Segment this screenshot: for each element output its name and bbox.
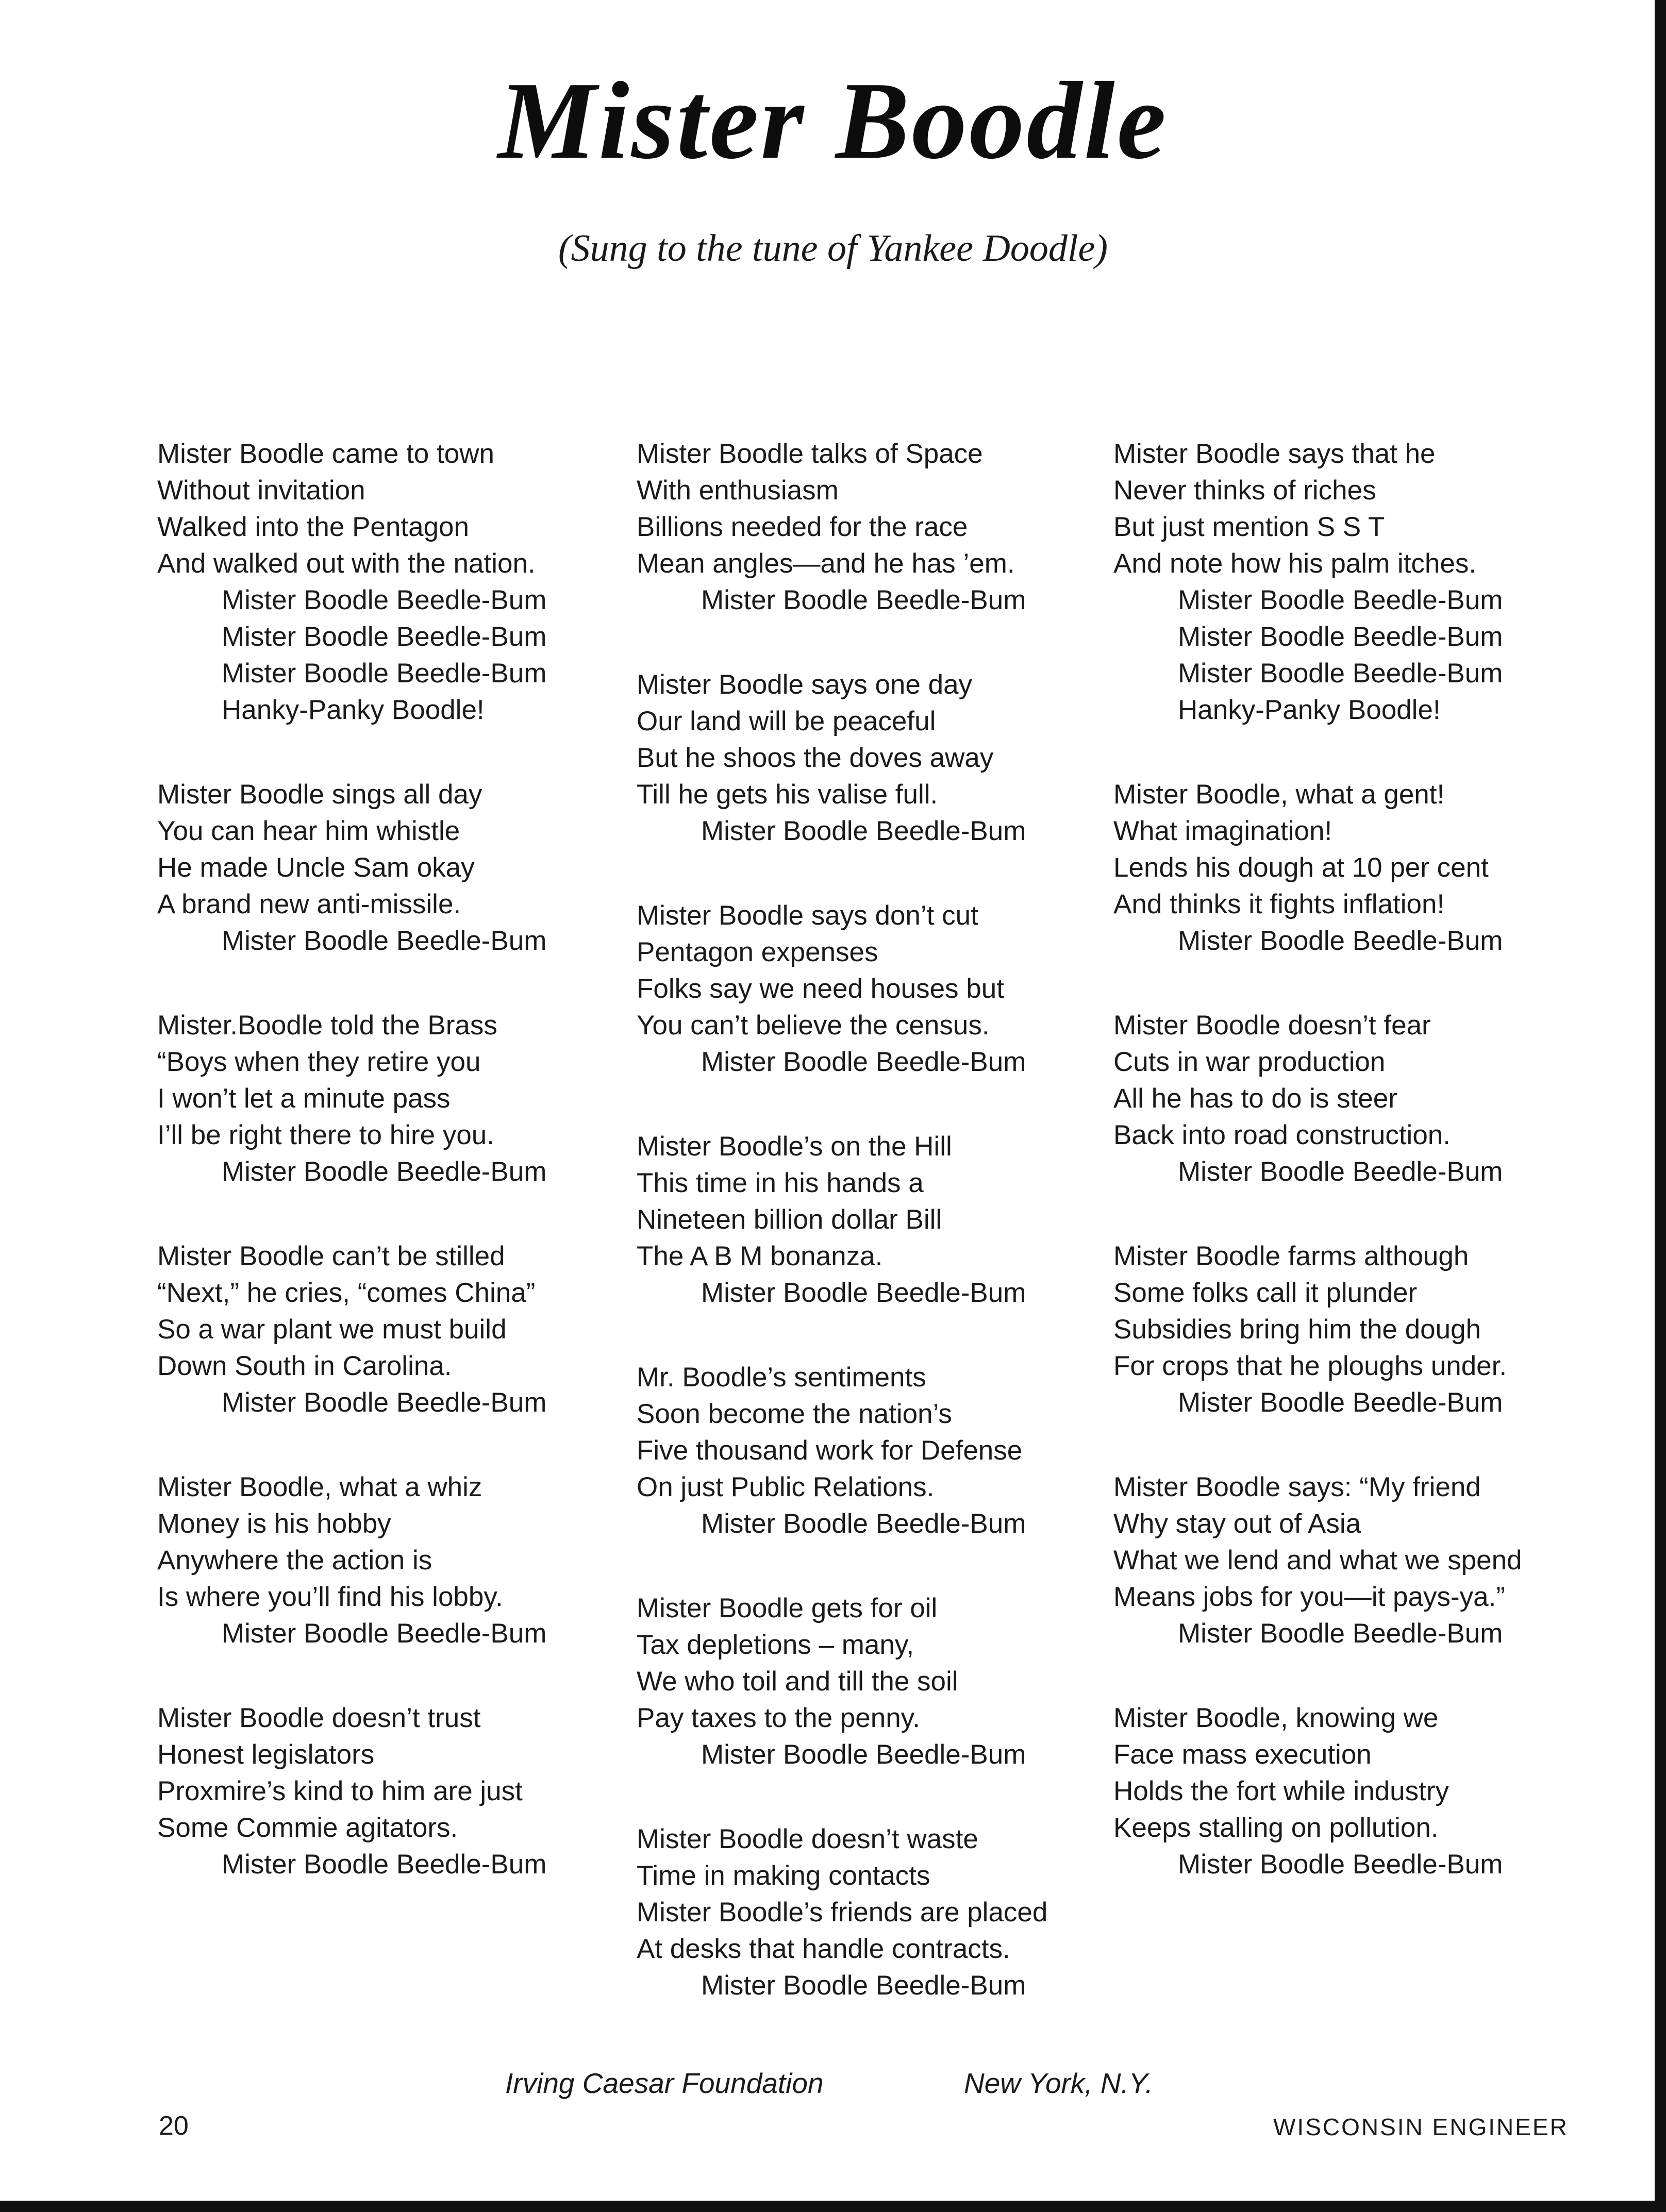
lyric-line: Mister Boodle doesn’t waste <box>637 1824 978 1854</box>
lyric-line: Pentagon expenses <box>637 937 878 967</box>
lyric-line: Money is his hobby <box>157 1509 391 1539</box>
refrain-line: Mister Boodle Beedle-Bum <box>222 1849 547 1880</box>
refrain-line: Mister Boodle Beedle-Bum <box>701 1509 1026 1539</box>
lyric-line: And thinks it fights inflation! <box>1113 889 1445 919</box>
lyric-line: Mister Boodle doesn’t fear <box>1113 1010 1431 1041</box>
lyric-line: Tax depletions – many, <box>637 1630 914 1660</box>
lyric-line: Soon become the nation’s <box>637 1399 952 1429</box>
lyric-line: On just Public Relations. <box>637 1472 935 1502</box>
stanza <box>637 1590 1116 1773</box>
lyric-line: Mister Boodle, knowing we <box>1113 1703 1439 1733</box>
refrain-line: Mister Boodle Beedle-Bum <box>1178 658 1503 689</box>
lyric-line: And walked out with the nation. <box>157 548 536 579</box>
lyric-line: Mr. Boodle’s sentiments <box>637 1362 926 1393</box>
journal-name: WISCONSIN ENGINEER <box>1273 2114 1569 2140</box>
refrain-line: Mister Boodle Beedle-Bum <box>222 658 547 689</box>
stanza <box>637 666 1116 849</box>
page-edge-bottom <box>0 2201 1666 2212</box>
lyric-line: Walked into the Pentagon <box>157 512 469 542</box>
lyric-line: Without invitation <box>157 475 365 506</box>
lyric-line: Anywhere the action is <box>157 1545 432 1576</box>
lyrics-column-2 <box>637 435 1116 2052</box>
lyric-line: Subsidies bring him the dough <box>1113 1314 1481 1345</box>
stanza <box>1113 1700 1577 1883</box>
lyric-line: Honest legislators <box>157 1739 375 1770</box>
lyric-line: So a war plant we must build <box>157 1314 507 1345</box>
stanza <box>637 1128 1116 1311</box>
page-edge-right <box>1655 0 1666 2212</box>
refrain-line: Mister Boodle Beedle-Bum <box>701 816 1026 846</box>
lyric-line: Folks say we need houses but <box>637 974 1004 1004</box>
lyric-line: What we lend and what we spend <box>1113 1545 1522 1576</box>
stanza <box>1113 1007 1577 1190</box>
refrain-line: Mister Boodle Beedle-Bum <box>701 1970 1026 2001</box>
lyric-line: Means jobs for you—it pays-ya.” <box>1113 1582 1505 1612</box>
lyric-line: Mister Boodle gets for oil <box>637 1593 938 1623</box>
stanza <box>157 776 621 959</box>
lyric-line: Till he gets his valise full. <box>637 779 938 810</box>
lyric-line: I’ll be right there to hire you. <box>157 1120 495 1150</box>
lyric-line: Mister Boodle, what a whiz <box>157 1472 482 1502</box>
refrain-line: Mister Boodle Beedle-Bum <box>222 1618 547 1649</box>
stanza <box>1113 1469 1577 1652</box>
lyric-line: And note how his palm itches. <box>1113 548 1477 579</box>
lyric-line: For crops that he ploughs under. <box>1113 1351 1507 1381</box>
lyric-line: You can hear him whistle <box>157 816 460 846</box>
stanza <box>157 435 621 728</box>
lyric-line: The A B M bonanza. <box>637 1241 883 1271</box>
lyrics-column-3 <box>1113 435 1577 1931</box>
refrain-line: Mister Boodle Beedle-Bum <box>222 1157 547 1187</box>
stanza <box>1113 435 1577 728</box>
lyric-line: Billions needed for the race <box>637 512 968 542</box>
refrain-line: Mister Boodle Beedle-Bum <box>1178 1157 1503 1187</box>
lyric-line: Mister Boodle, what a gent! <box>1113 779 1445 810</box>
lyric-line: Mister Boodle says: “My friend <box>1113 1472 1481 1502</box>
lyric-line: Holds the fort while industry <box>1113 1776 1450 1806</box>
lyric-line: You can’t believe the census. <box>637 1010 990 1041</box>
stanza <box>157 1700 621 1883</box>
refrain-line: Mister Boodle Beedle-Bum <box>1178 926 1503 956</box>
lyric-line: All he has to do is steer <box>1113 1083 1397 1114</box>
refrain-line: Hanky-Panky Boodle! <box>1178 695 1441 725</box>
lyric-line: Mister Boodle came to town <box>157 439 494 469</box>
refrain-line: Mister Boodle Beedle-Bum <box>222 926 547 956</box>
lyric-line: Mister Boodle’s friends are placed <box>637 1897 1048 1928</box>
stanza <box>637 897 1116 1080</box>
refrain-line: Mister Boodle Beedle-Bum <box>701 1739 1026 1770</box>
credit-location: New York, N.Y. <box>964 2067 1153 2099</box>
lyric-line: But just mention S S T <box>1113 512 1385 542</box>
refrain-line: Mister Boodle Beedle-Bum <box>1178 585 1503 615</box>
lyric-line: “Boys when they retire you <box>157 1047 481 1077</box>
lyric-line: Mister Boodle sings all day <box>157 779 482 810</box>
lyric-line: Mister Boodle says one day <box>637 669 973 700</box>
stanza <box>637 1821 1116 2004</box>
refrain-line: Mister Boodle Beedle-Bum <box>222 1387 547 1418</box>
lyric-line: He made Uncle Sam okay <box>157 852 475 883</box>
lyric-line: We who toil and till the soil <box>637 1666 958 1697</box>
refrain-line: Mister Boodle Beedle-Bum <box>701 1278 1026 1308</box>
lyric-line: Mister Boodle says that he <box>1113 439 1436 469</box>
lyric-line: Some folks call it plunder <box>1113 1278 1418 1308</box>
refrain-line: Mister Boodle Beedle-Bum <box>1178 622 1503 652</box>
lyric-line: Nineteen billion dollar Bill <box>637 1204 942 1235</box>
refrain-line: Mister Boodle Beedle-Bum <box>222 585 547 615</box>
lyric-line: Why stay out of Asia <box>1113 1509 1361 1539</box>
lyric-line: What imagination! <box>1113 816 1332 846</box>
lyric-line: Down South in Carolina. <box>157 1351 452 1381</box>
lyric-line: A brand new anti-missile. <box>157 889 461 919</box>
stanza <box>157 1007 621 1190</box>
lyric-line: Mister Boodle says don’t cut <box>637 900 978 931</box>
refrain-line: Mister Boodle Beedle-Bum <box>1178 1849 1503 1880</box>
lyric-line: Mister.Boodle told the Brass <box>157 1010 497 1041</box>
lyric-line: But he shoos the doves away <box>637 743 994 773</box>
lyric-line: Our land will be peaceful <box>637 706 936 736</box>
lyric-line: Pay taxes to the penny. <box>637 1703 920 1733</box>
stanza <box>157 1238 621 1421</box>
lyric-line: Face mass execution <box>1113 1739 1372 1770</box>
lyric-line: Time in making contacts <box>637 1861 930 1891</box>
lyric-line: Mister Boodle doesn’t trust <box>157 1703 481 1733</box>
lyric-line: Proxmire’s kind to him are just <box>157 1776 523 1806</box>
stanza <box>637 435 1116 618</box>
page-subtitle: (Sung to the tune of Yankee Doodle) <box>558 227 1108 270</box>
lyric-line: Mister Boodle can’t be stilled <box>157 1241 505 1271</box>
page-title: Mister Boodle <box>497 59 1169 182</box>
refrain-line: Mister Boodle Beedle-Bum <box>701 1047 1026 1077</box>
lyric-line: Never thinks of riches <box>1113 475 1376 506</box>
lyric-line: Five thousand work for Defense <box>637 1435 1023 1466</box>
lyric-line: Mean angles—and he has ’em. <box>637 548 1015 579</box>
stanza <box>637 1359 1116 1542</box>
lyric-line: Lends his dough at 10 per cent <box>1113 852 1489 883</box>
stanza <box>1113 1238 1577 1421</box>
lyric-line: Back into road construction. <box>1113 1120 1451 1150</box>
page-number: 20 <box>159 2111 189 2141</box>
refrain-line: Mister Boodle Beedle-Bum <box>701 585 1026 615</box>
lyric-line: Some Commie agitators. <box>157 1813 458 1843</box>
refrain-line: Mister Boodle Beedle-Bum <box>1178 1387 1503 1418</box>
refrain-line: Mister Boodle Beedle-Bum <box>1178 1618 1503 1649</box>
refrain-line: Hanky-Panky Boodle! <box>222 695 485 725</box>
lyric-line: Cuts in war production <box>1113 1047 1386 1077</box>
lyric-line: Mister Boodle’s on the Hill <box>637 1131 952 1162</box>
lyric-line: “Next,” he cries, “comes China” <box>157 1278 536 1308</box>
lyric-line: This time in his hands a <box>637 1168 924 1198</box>
refrain-line: Mister Boodle Beedle-Bum <box>222 622 547 652</box>
lyric-line: Is where you’ll find his lobby. <box>157 1582 503 1612</box>
credit-organization: Irving Caesar Foundation <box>505 2067 824 2099</box>
lyric-line: Keeps stalling on pollution. <box>1113 1813 1439 1843</box>
lyrics-column-1 <box>157 435 621 1931</box>
lyric-line: Mister Boodle talks of Space <box>637 439 983 469</box>
stanza <box>157 1469 621 1652</box>
stanza <box>1113 776 1577 959</box>
lyric-line: With enthusiasm <box>637 475 839 506</box>
lyric-line: At desks that handle contracts. <box>637 1934 1010 1964</box>
lyric-line: I won’t let a minute pass <box>157 1083 451 1114</box>
lyric-line: Mister Boodle farms although <box>1113 1241 1469 1271</box>
